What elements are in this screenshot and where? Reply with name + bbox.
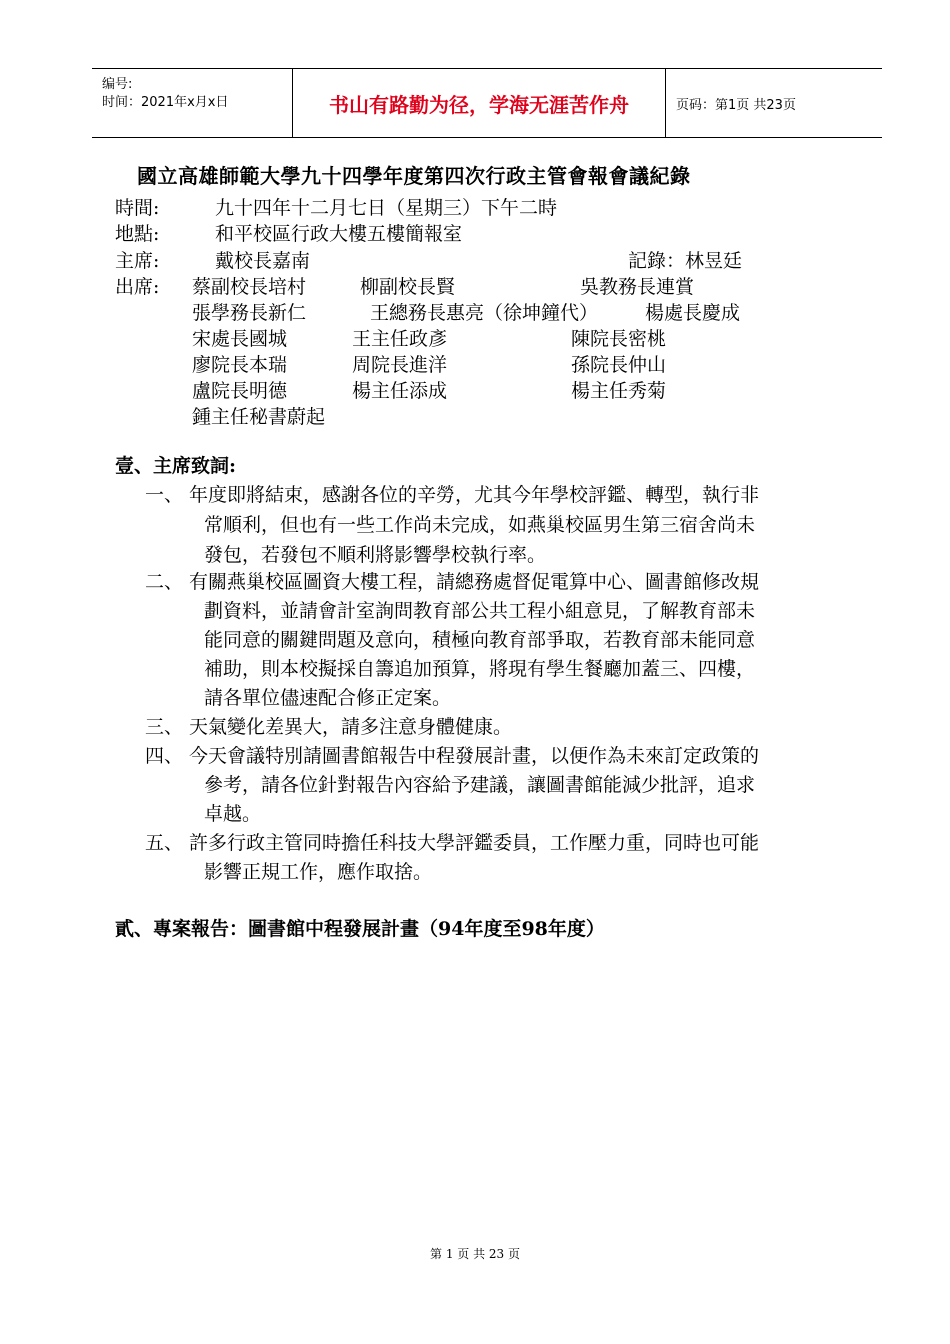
- attendee: 宋處長國城: [192, 328, 288, 350]
- chair-label-cell: 主席:: [115, 250, 160, 272]
- attendee: 楊主任添成: [352, 380, 448, 402]
- item-line: 劃資料，並請會計室詢問教育部公共工程小組意見，了解教育部未: [204, 600, 756, 622]
- item-line: 許多行政主管同時擔任科技大學評鑑委員，工作壓力重，同時也可能: [189, 832, 760, 854]
- item-number: 二、: [145, 571, 184, 593]
- time-label: 时间：2021年x月x日: [102, 95, 229, 110]
- attendee: 楊主任秀菊: [571, 380, 667, 402]
- meeting-time: 九十四年十二月七日（星期三）下午二時: [215, 197, 558, 219]
- item-number: 一、: [145, 484, 184, 506]
- item-line: 能同意的關鍵問題及意向，積極向教育部爭取，若教育部未能同意: [204, 629, 756, 651]
- attendee: 王總務長惠亮（徐坤鐘代）: [370, 302, 599, 324]
- attendee: 張學務長新仁: [192, 302, 307, 324]
- item-line: 天氣變化差異大，請多注意身體健康。: [189, 716, 513, 738]
- place-label-cell: 地點:: [115, 223, 160, 245]
- attendee: 廖院長本瑞: [192, 354, 288, 376]
- header-motto-cell: [293, 69, 666, 137]
- section-heading: 壹、主席致詞:: [115, 455, 237, 477]
- meeting-recorder: 記錄：林昱廷: [628, 250, 743, 272]
- item-line: 年度即將結束，感謝各位的辛勞，尤其今年學校評鑑、轉型，執行非: [189, 484, 760, 506]
- attendees-label: 出席:: [115, 276, 160, 298]
- attendee: 王主任政彥: [352, 328, 448, 350]
- page-footer: 第 1 页 共 23 页: [430, 1247, 520, 1261]
- item-number: 四、: [145, 745, 184, 767]
- meeting-place: 和平校區行政大樓五樓簡報室: [215, 223, 463, 245]
- attendee: 陳院長密桃: [571, 328, 667, 350]
- attendee: 孫院長仲山: [571, 354, 667, 376]
- item-number: 三、: [145, 716, 184, 738]
- attendee: 盧院長明德: [192, 380, 288, 402]
- item-line: 有關燕巢校區圖資大樓工程，請總務處督促電算中心、圖書館修改規: [189, 571, 760, 593]
- document-title: 國立高雄師範大學九十四學年度第四次行政主管會報會議紀錄: [137, 164, 691, 188]
- page-info: 页码：第1页 共23页: [676, 97, 796, 113]
- motto: 书山有路勤为径，学海无涯苦作舟: [329, 92, 629, 117]
- item-line: 常順利，但也有一些工作尚未完成，如燕巢校區男生第三宿舍尚未: [204, 514, 756, 536]
- attendee: 吳教務長連賞: [580, 276, 695, 298]
- attendee: 鍾主任秘書蔚起: [192, 406, 326, 428]
- section-heading: 貳、專案報告：圖書館中程發展計畫（94年度至98年度）: [115, 918, 605, 940]
- item-line: 今天會議特別請圖書館報告中程發展計畫，以便作為未來訂定政策的: [189, 745, 760, 767]
- header-meta: [92, 69, 293, 137]
- meeting-chair: 戴校長嘉南: [215, 250, 311, 272]
- time-label-cell: 時間:: [115, 197, 160, 219]
- item-line: 卓越。: [204, 803, 262, 825]
- item-line: 參考，請各位針對報告內容給予建議，讓圖書館能減少批評，追求: [204, 774, 756, 796]
- item-line: 請各單位儘速配合修正定案。: [204, 687, 452, 709]
- page-header: [92, 68, 882, 138]
- item-line: 補助，則本校擬採自籌追加預算，將現有學生餐廳加蓋三、四樓，: [204, 658, 756, 680]
- item-line: 影響正規工作，應作取捨。: [204, 861, 433, 883]
- attendee: 楊處長慶成: [645, 302, 741, 324]
- number-label: 编号:: [102, 77, 133, 92]
- attendee: 蔡副校長培村: [192, 276, 307, 298]
- header-page-cell: [666, 69, 882, 137]
- item-number: 五、: [145, 832, 184, 854]
- item-line: 發包，若發包不順利將影響學校執行率。: [204, 544, 547, 566]
- attendee: 柳副校長賢: [360, 276, 456, 298]
- attendee: 周院長進洋: [352, 354, 448, 376]
